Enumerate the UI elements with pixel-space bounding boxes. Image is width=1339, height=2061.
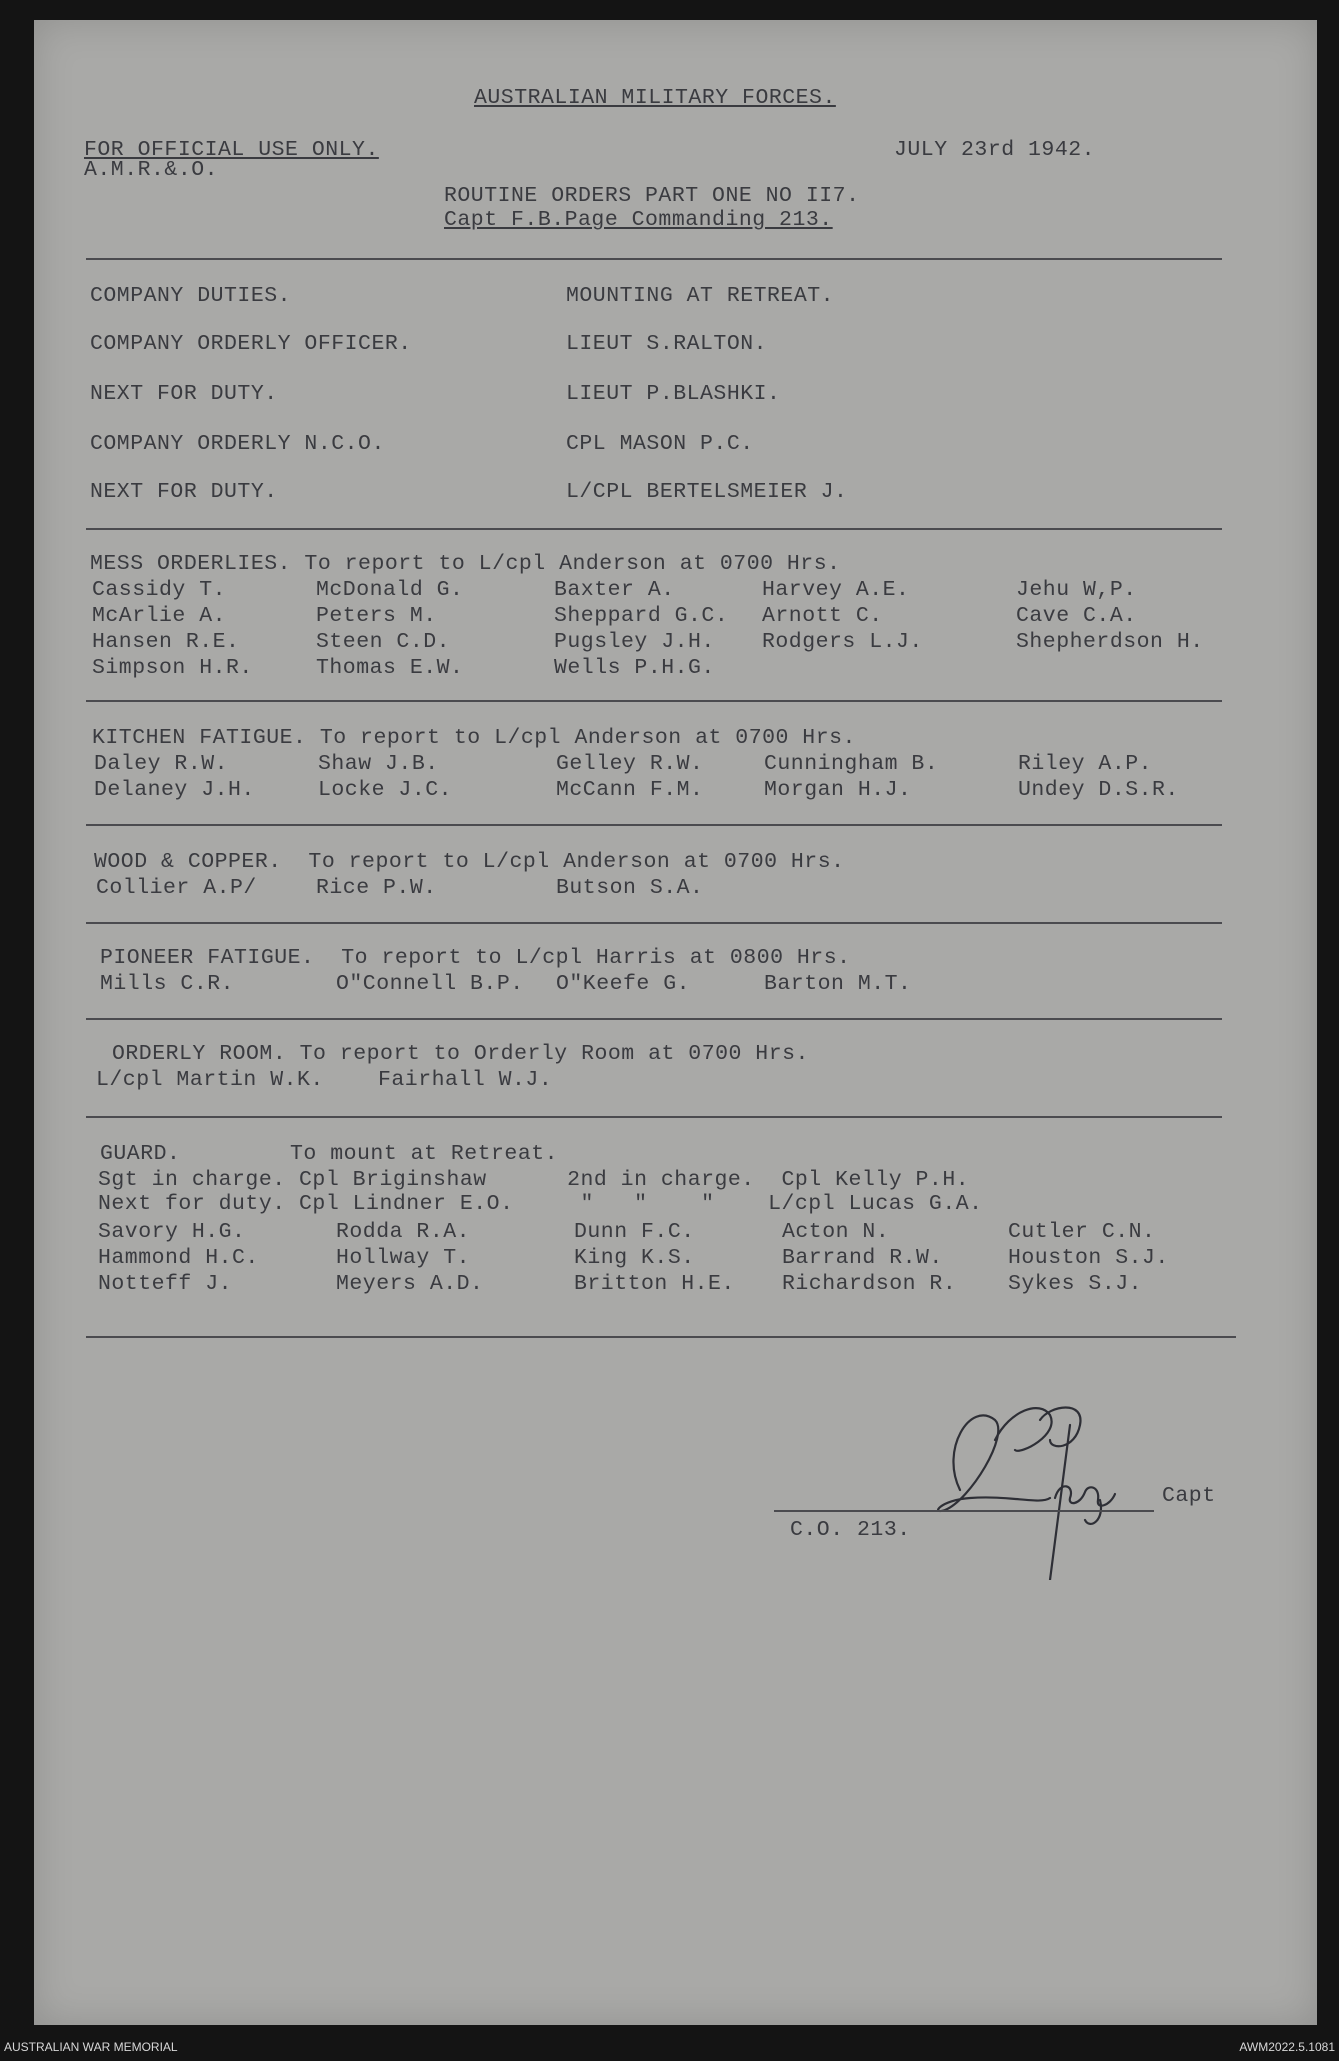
section-heading: To mount at Retreat. bbox=[290, 1142, 559, 1166]
name-entry: O"Connell B.P. bbox=[336, 972, 524, 996]
divider bbox=[86, 700, 1222, 702]
name-entry: Dunn F.C. bbox=[574, 1220, 695, 1244]
section-heading: GUARD. bbox=[100, 1142, 181, 1166]
name-entry: Rice P.W. bbox=[316, 876, 437, 900]
name-entry: Arnott C. bbox=[762, 604, 883, 628]
name-entry: Daley R.W. bbox=[94, 752, 229, 776]
footer-source: AUSTRALIAN WAR MEMORIAL bbox=[4, 2040, 178, 2054]
order-date: JULY 23rd 1942. bbox=[894, 138, 1096, 162]
duty-value: CPL MASON P.C. bbox=[566, 432, 754, 456]
reference-code: A.M.R.&.O. bbox=[84, 158, 219, 182]
name-entry: Cave C.A. bbox=[1016, 604, 1137, 628]
divider bbox=[86, 922, 1222, 924]
name-entry: Shepherdson H. bbox=[1016, 630, 1204, 654]
signature-rank: Capt bbox=[1162, 1484, 1216, 1508]
name-entry: Cutler C.N. bbox=[1008, 1220, 1156, 1244]
guard-line: Next for duty. Cpl Lindner E.O. " " " L/cpl Lucas G.A. bbox=[98, 1192, 983, 1216]
signature-line bbox=[774, 1510, 1154, 1512]
divider bbox=[86, 824, 1222, 826]
name-entry: Hollway T. bbox=[336, 1246, 471, 1270]
section-heading: MESS ORDERLIES. To report to L/cpl Anderson at 0700 Hrs. bbox=[90, 552, 841, 576]
name-entry: McDonald G. bbox=[316, 578, 464, 602]
name-entry: Shaw J.B. bbox=[318, 752, 439, 776]
classification-label: FOR OFFICIAL USE ONLY. bbox=[84, 138, 379, 162]
name-entry: Simpson H.R. bbox=[92, 656, 253, 680]
divider bbox=[86, 528, 1222, 530]
name-entry: Peters M. bbox=[316, 604, 437, 628]
divider bbox=[86, 1018, 1222, 1020]
name-entry: Wells P.H.G. bbox=[554, 656, 715, 680]
handwritten-signature bbox=[900, 1380, 1140, 1580]
name-entry: Richardson R. bbox=[782, 1272, 957, 1296]
name-entry: Barrand R.W. bbox=[782, 1246, 943, 1270]
name-entry: L/cpl Martin W.K. bbox=[96, 1068, 324, 1092]
name-entry: Sheppard G.C. bbox=[554, 604, 729, 628]
divider bbox=[86, 258, 1222, 260]
name-entry: Delaney J.H. bbox=[94, 778, 255, 802]
name-entry: Undey D.S.R. bbox=[1018, 778, 1179, 802]
duty-label: NEXT FOR DUTY. bbox=[90, 480, 278, 504]
section-heading: ORDERLY ROOM. To report to Orderly Room at 0700 Hrs. bbox=[112, 1042, 809, 1066]
name-entry: Hansen R.E. bbox=[92, 630, 240, 654]
duty-value: LIEUT S.RALTON. bbox=[566, 332, 768, 356]
name-entry: Collier A.P/ bbox=[96, 876, 257, 900]
duty-label: NEXT FOR DUTY. bbox=[90, 382, 278, 406]
name-entry: Harvey A.E. bbox=[762, 578, 910, 602]
duty-value: LIEUT P.BLASHKI. bbox=[566, 382, 781, 406]
name-entry: Riley A.P. bbox=[1018, 752, 1153, 776]
commander-line: Capt F.B.Page Commanding 213. bbox=[444, 208, 833, 232]
section-heading: WOOD & COPPER. To report to L/cpl Anderson at 0700 Hrs. bbox=[94, 850, 845, 874]
signature-unit: C.O. 213. bbox=[790, 1518, 911, 1542]
name-entry: Pugsley J.H. bbox=[554, 630, 715, 654]
name-entry: Barton M.T. bbox=[764, 972, 912, 996]
name-entry: Thomas E.W. bbox=[316, 656, 464, 680]
name-entry: Sykes S.J. bbox=[1008, 1272, 1143, 1296]
duty-label: COMPANY ORDERLY N.C.O. bbox=[90, 432, 385, 456]
orders-line: ROUTINE ORDERS PART ONE NO II7. bbox=[444, 184, 860, 208]
name-entry: Fairhall W.J. bbox=[378, 1068, 553, 1092]
duty-value: MOUNTING AT RETREAT. bbox=[566, 284, 835, 308]
divider bbox=[86, 1116, 1222, 1118]
section-heading: KITCHEN FATIGUE. To report to L/cpl Anderson at 0700 Hrs. bbox=[92, 726, 856, 750]
name-entry: Cunningham B. bbox=[764, 752, 939, 776]
document-page bbox=[34, 20, 1317, 2025]
name-entry: Butson S.A. bbox=[556, 876, 704, 900]
name-entry: Britton H.E. bbox=[574, 1272, 735, 1296]
name-entry: Morgan H.J. bbox=[764, 778, 912, 802]
guard-line: Sgt in charge. Cpl Briginshaw 2nd in charge. Cpl Kelly P.H. bbox=[98, 1168, 970, 1192]
name-entry: Gelley R.W. bbox=[556, 752, 704, 776]
name-entry: Meyers A.D. bbox=[336, 1272, 484, 1296]
name-entry: Rodda R.A. bbox=[336, 1220, 471, 1244]
document-title: AUSTRALIAN MILITARY FORCES. bbox=[474, 86, 836, 110]
name-entry: Steen C.D. bbox=[316, 630, 451, 654]
name-entry: O"Keefe G. bbox=[556, 972, 691, 996]
name-entry: Acton N. bbox=[782, 1220, 890, 1244]
name-entry: Rodgers L.J. bbox=[762, 630, 923, 654]
divider bbox=[86, 1336, 1236, 1338]
footer-catalogue-id: AWM2022.5.1081 bbox=[1239, 2040, 1335, 2054]
section-heading: PIONEER FATIGUE. To report to L/cpl Harris at 0800 Hrs. bbox=[100, 946, 851, 970]
name-entry: Notteff J. bbox=[98, 1272, 233, 1296]
name-entry: Jehu W,P. bbox=[1016, 578, 1137, 602]
name-entry: Cassidy T. bbox=[92, 578, 227, 602]
name-entry: McCann F.M. bbox=[556, 778, 704, 802]
name-entry: McArlie A. bbox=[92, 604, 227, 628]
name-entry: Hammond H.C. bbox=[98, 1246, 259, 1270]
name-entry: Mills C.R. bbox=[100, 972, 235, 996]
name-entry: King K.S. bbox=[574, 1246, 695, 1270]
name-entry: Houston S.J. bbox=[1008, 1246, 1169, 1270]
name-entry: Savory H.G. bbox=[98, 1220, 246, 1244]
name-entry: Baxter A. bbox=[554, 578, 675, 602]
name-entry: Locke J.C. bbox=[318, 778, 453, 802]
duty-label: COMPANY DUTIES. bbox=[90, 284, 292, 308]
duty-label: COMPANY ORDERLY OFFICER. bbox=[90, 332, 412, 356]
duty-value: L/CPL BERTELSMEIER J. bbox=[566, 480, 848, 504]
